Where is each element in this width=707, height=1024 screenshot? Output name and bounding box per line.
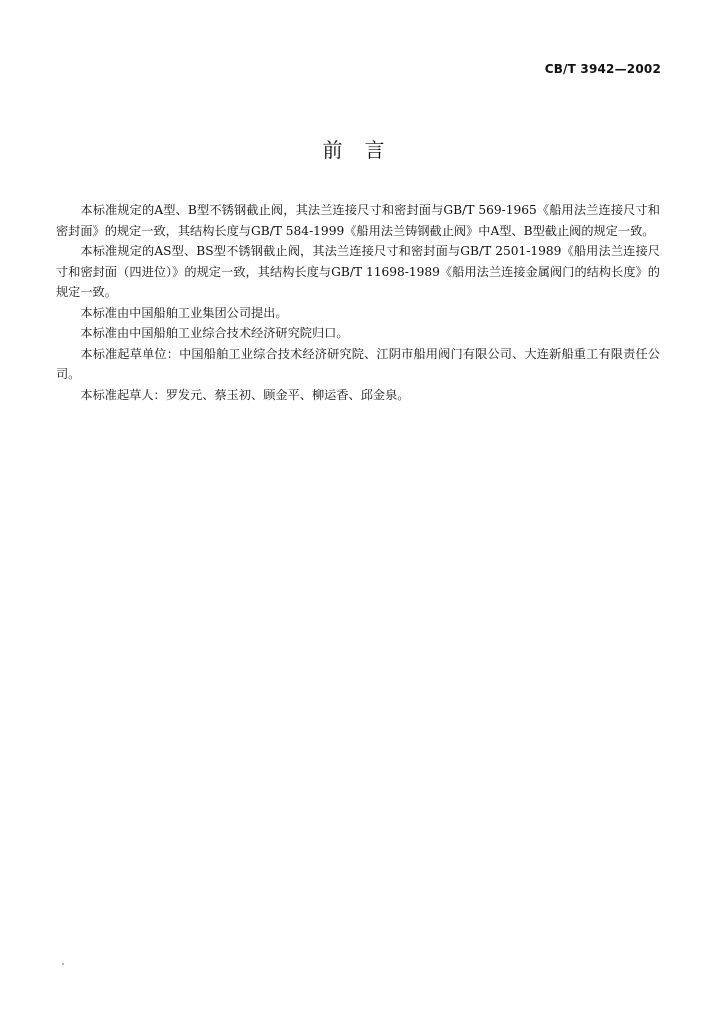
paragraph-proposer: 本标准由中国船舶工业集团公司提出。 <box>80 305 288 320</box>
paragraph-valve-types-a-b: 本标准规定的A型、B型不锈钢截止阀，其法兰连接尺寸和密封面与GB/T 569-1965《船用法兰连接尺寸和密封面》的规定一致，其结构长度与GB/T 584-1999《船用法兰铸钢截止阀》中A型、B型截止阀的规定一致。 <box>56 203 660 238</box>
paragraph-drafters: 本标准起草人：罗发元、蔡玉初、顾金平、柳运香、邱金泉。 <box>80 387 410 402</box>
foreword-body <box>56 200 660 405</box>
paragraph-responsible-unit: 本标准由中国船舶工业综合技术经济研究院归口。 <box>80 326 349 340</box>
scan-speck <box>62 963 64 965</box>
paragraph-valve-types-as-bs: 本标准规定的AS型、BS型不锈钢截止阀，其法兰连接尺寸和密封面与GB/T 2501-1989《船用法兰连接尺寸和密封面（四进位）》的规定一致，其结构长度与GB/T 11698-1989《船用法兰连接金属阀门的结构长度》的规定一致。 <box>56 244 660 299</box>
paragraph-drafting-units: 本标准起草单位：中国船舶工业综合技术经济研究院、江阴市船用阀门有限公司、大连新船重工有限责任公司。 <box>56 346 660 381</box>
page-title: 前言 <box>322 138 407 162</box>
document-code: CB/T 3942—2002 <box>544 62 661 76</box>
